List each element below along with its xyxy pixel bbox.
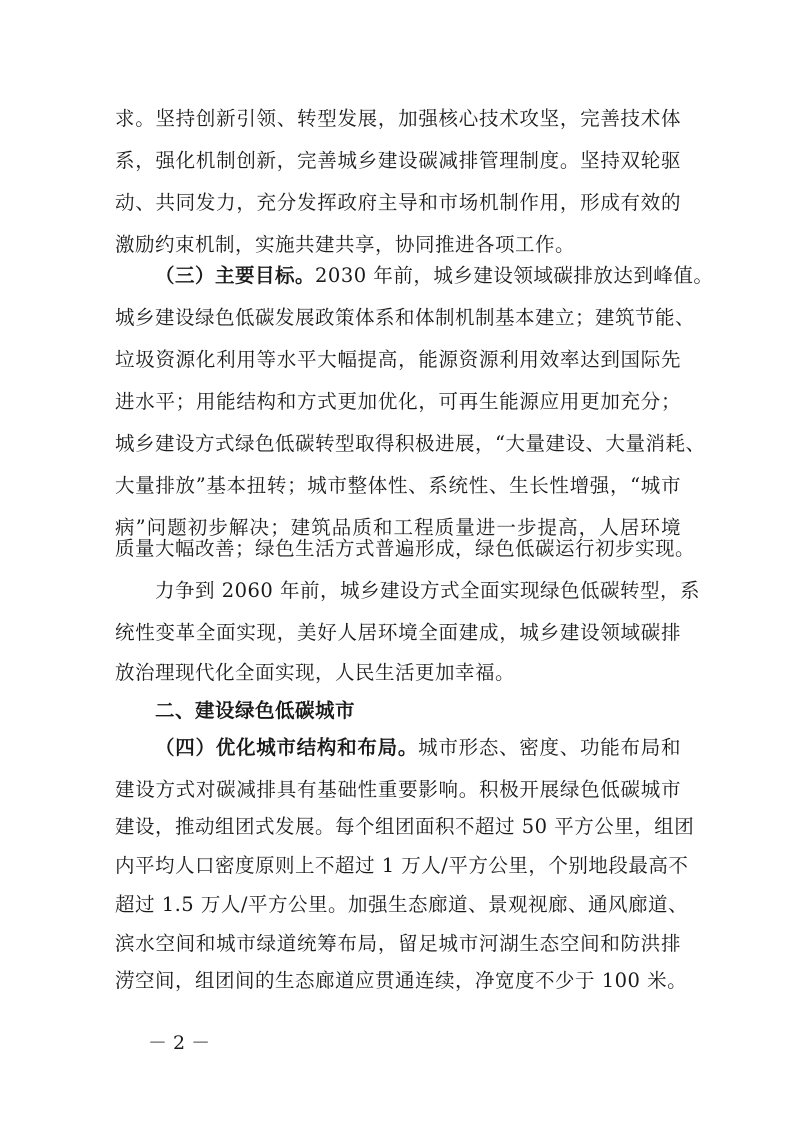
paragraph-1-line-2: 系，强化机制创新，完善城乡建设碳减排管理制度。坚持双轮驱	[115, 149, 681, 172]
paragraph-4-line-1	[155, 733, 681, 763]
paragraph-1-line-1: 求。坚持创新引领、转型发展，加强核心技术攻坚，完善技术体	[115, 107, 681, 130]
paragraph-2-line-1	[155, 261, 714, 291]
paragraph-2-line-8: 质量大幅改善；绿色生活方式普遍形成，绿色低碳运行初步实现。	[115, 537, 696, 560]
section-heading: 二、建设绿色低碳城市	[155, 699, 356, 722]
paragraph-2-line-3: 垃圾资源化利用等水平大幅提高，能源资源利用效率达到国际先	[115, 348, 681, 371]
paragraph-4-line-1-text: 城市形态、密度、功能布局和	[418, 736, 681, 759]
paragraph-4-line-4: 内平均人口密度原则上不超过 1 万人/平方公里，个别地段最高不	[115, 854, 689, 877]
paragraph-1-line-4: 激励约束机制，实施共建共享，协同推进各项工作。	[115, 233, 576, 256]
paragraph-2-line-2: 城乡建设绿色低碳发展政策体系和体制机制基本建立；建筑节能、	[115, 306, 696, 329]
paragraph-2-line-7: 病”问题初步解决；建筑品质和工程质量进一步提高，人居环境	[115, 516, 681, 539]
paragraph-2-line-5: 城乡建设方式绿色低碳转型取得积极进展，“大量建设、大量消耗、	[115, 432, 706, 455]
paragraph-4-line-6: 滨水空间和城市绿道统筹布局，留足城市河湖生态空间和防洪排	[115, 932, 681, 955]
main-goals-lead: （三）主要目标。	[155, 264, 316, 287]
paragraph-4-line-3: 建设，推动组团式发展。每个组团面积不超过 50 平方公里，组团	[115, 815, 695, 838]
paragraph-4-line-2: 建设方式对碳减排具有基础性重要影响。积极开展绿色低碳城市	[115, 778, 681, 801]
paragraph-2-line-4: 进水平；用能结构和方式更加优化，可再生能源应用更加充分；	[115, 390, 681, 413]
paragraph-2-line-6: 大量排放”基本扭转；城市整体性、系统性、生长性增强，“城市	[115, 474, 681, 497]
optimize-structure-lead: （四）优化城市结构和布局。	[155, 736, 419, 759]
page-number: － 2 －	[148, 1032, 211, 1054]
paragraph-4-line-7: 涝空间，组团间的生态廊道应贯通连续，净宽度不少于 100 米。	[115, 969, 688, 992]
paragraph-4-line-5: 超过 1.5 万人/平方公里。加强生态廊道、景观视廊、通风廊道、	[115, 893, 688, 916]
paragraph-3-line-2: 统性变革全面实现，美好人居环境全面建成，城乡建设领域碳排	[115, 621, 681, 644]
paragraph-3-line-1: 力争到 2060 年前，城乡建设方式全面实现绿色低碳转型，系	[155, 579, 701, 602]
paragraph-2-line-1-text: 2030 年前，城乡建设领域碳排放达到峰值。	[315, 264, 714, 287]
paragraph-3-line-3: 放治理现代化全面实现，人民生活更加幸福。	[115, 661, 516, 684]
paragraph-1-line-3: 动、共同发力，充分发挥政府主导和市场机制作用，形成有效的	[115, 191, 681, 214]
